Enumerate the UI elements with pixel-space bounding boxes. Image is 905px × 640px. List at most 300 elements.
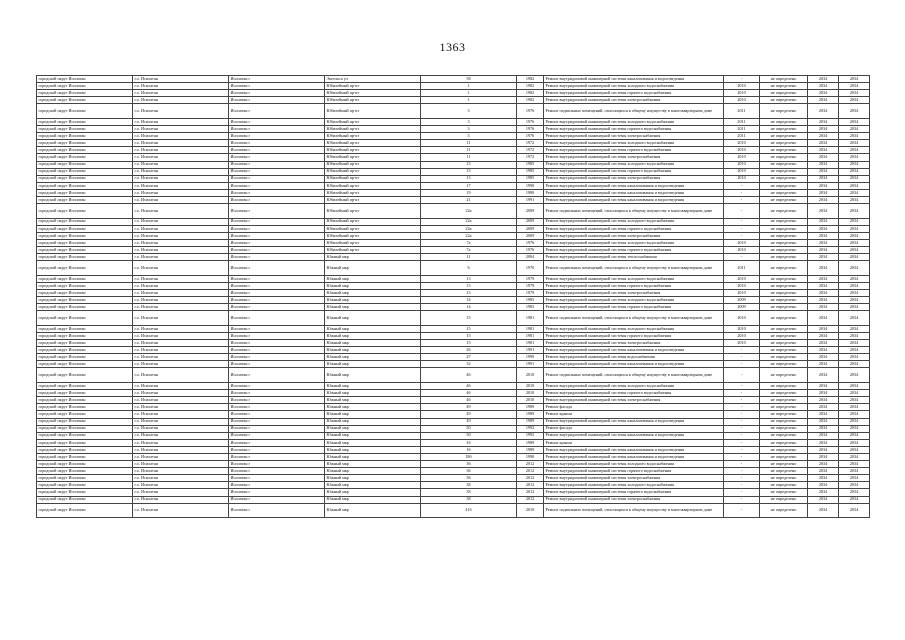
municipality-cell: городской округ Исилатан bbox=[37, 340, 133, 347]
house-cell: 15 bbox=[421, 325, 517, 332]
plan-note-cell: не определено bbox=[760, 90, 808, 97]
municipality-cell: городской округ Исилатан bbox=[37, 325, 133, 332]
table-row bbox=[37, 140, 870, 147]
locality-cell: Исилатан г bbox=[229, 411, 325, 418]
street-cell: Южный мкр bbox=[325, 418, 421, 425]
work-cell: Ремонт внутридомовой инженерной системы электроснабжения bbox=[544, 340, 724, 347]
period-start-cell: 2034 bbox=[808, 118, 839, 125]
period-start-cell: 2034 bbox=[808, 83, 839, 90]
work-cell: Ремонт внутридомовой инженерной системы канализования и водоотведения bbox=[544, 347, 724, 354]
year-cell: 1982 bbox=[517, 90, 544, 97]
settlement-cell: г.о. Исилатан bbox=[133, 454, 229, 461]
register-body bbox=[37, 76, 870, 518]
period-start-cell: 2034 bbox=[808, 446, 839, 453]
plan-note-cell: не определено bbox=[760, 489, 808, 496]
table-row bbox=[37, 361, 870, 368]
year-cell: 2012 bbox=[517, 489, 544, 496]
settlement-cell: г.о. Исилатан bbox=[133, 275, 229, 282]
work-cell: Ремонт фасада bbox=[544, 404, 724, 411]
street-cell: Юбилейный пр-кт bbox=[325, 168, 421, 175]
street-cell: Южный мкр bbox=[325, 311, 421, 326]
house-cell: 58 bbox=[421, 76, 517, 83]
status-cell: - bbox=[724, 439, 760, 446]
period-start-cell: 2034 bbox=[808, 297, 839, 304]
settlement-cell: г.о. Исилатан bbox=[133, 325, 229, 332]
work-cell: Ремонт подвальных помещений, относящихся к общему имуществу в многоквартирном доме bbox=[544, 503, 724, 518]
status-cell: - bbox=[724, 461, 760, 468]
year-cell: 2004 bbox=[517, 254, 544, 261]
work-cell: Ремонт внутридомовой инженерной системы холодного водоснабжения bbox=[544, 118, 724, 125]
table-row bbox=[37, 333, 870, 340]
table-row bbox=[37, 175, 870, 182]
house-cell: 46 bbox=[421, 383, 517, 390]
period-start-cell: 2034 bbox=[808, 383, 839, 390]
period-end-cell: 2034 bbox=[839, 354, 870, 361]
house-cell: 15 bbox=[421, 333, 517, 340]
year-cell: 1999 bbox=[517, 354, 544, 361]
plan-note-cell: не определено bbox=[760, 411, 808, 418]
municipality-cell: городской округ Исилатан bbox=[37, 161, 133, 168]
work-cell: Ремонт внутридомовой инженерной системы электроснабжения bbox=[544, 290, 724, 297]
municipality-cell: городской округ Исилатан bbox=[37, 397, 133, 404]
table-row bbox=[37, 261, 870, 276]
status-cell: - bbox=[724, 197, 760, 204]
settlement-cell: г.о. Исилатан bbox=[133, 468, 229, 475]
house-cell: 46 bbox=[421, 368, 517, 383]
work-cell: Ремонт внутридомовой инженерной системы холодного водоснабжения bbox=[544, 325, 724, 332]
period-end-cell: 2034 bbox=[839, 304, 870, 311]
plan-note-cell: не определено bbox=[760, 503, 808, 518]
work-cell: Ремонт фасада bbox=[544, 425, 724, 432]
locality-cell: Исилатан г bbox=[229, 496, 325, 503]
locality-cell: Исилатан г bbox=[229, 261, 325, 276]
settlement-cell: г.о. Исилатан bbox=[133, 97, 229, 104]
status-cell: - bbox=[724, 404, 760, 411]
year-cell: 2010 bbox=[517, 368, 544, 383]
work-cell: Ремонт внутридомовой инженерной системы горячего водоснабжения bbox=[544, 333, 724, 340]
locality-cell: Исилатан г bbox=[229, 304, 325, 311]
settlement-cell: г.о. Исилатан bbox=[133, 461, 229, 468]
house-cell: 13 bbox=[421, 175, 517, 182]
table-row bbox=[37, 182, 870, 189]
year-cell: 1991 bbox=[517, 197, 544, 204]
locality-cell: Исилатан г bbox=[229, 446, 325, 453]
settlement-cell: г.о. Исилатан bbox=[133, 333, 229, 340]
period-start-cell: 2034 bbox=[808, 482, 839, 489]
municipality-cell: городской округ Исилатан bbox=[37, 147, 133, 154]
table-row bbox=[37, 390, 870, 397]
house-cell: 13 bbox=[421, 290, 517, 297]
house-cell: 13 bbox=[421, 275, 517, 282]
period-end-cell: 2034 bbox=[839, 282, 870, 289]
period-end-cell: 2034 bbox=[839, 325, 870, 332]
street-cell: Южный мкр bbox=[325, 489, 421, 496]
street-cell: Юбилейный пр-кт bbox=[325, 204, 421, 219]
status-cell: 2010 bbox=[724, 325, 760, 332]
municipality-cell: городской округ Исилатан bbox=[37, 333, 133, 340]
table-row bbox=[37, 197, 870, 204]
plan-note-cell: не определено bbox=[760, 432, 808, 439]
table-row bbox=[37, 404, 870, 411]
plan-note-cell: не определено bbox=[760, 232, 808, 239]
house-cell: 36 bbox=[421, 461, 517, 468]
plan-note-cell: не определено bbox=[760, 425, 808, 432]
locality-cell: Исилатан г bbox=[229, 468, 325, 475]
work-cell: Ремонт внутридомовой инженерной системы водоснабжения bbox=[544, 354, 724, 361]
period-start-cell: 2034 bbox=[808, 225, 839, 232]
municipality-cell: городской округ Исилатан bbox=[37, 154, 133, 161]
period-end-cell: 2034 bbox=[839, 390, 870, 397]
plan-note-cell: не определено bbox=[760, 239, 808, 246]
period-start-cell: 2034 bbox=[808, 204, 839, 219]
locality-cell: Исилатан г bbox=[229, 168, 325, 175]
locality-cell: Исилатан г bbox=[229, 489, 325, 496]
settlement-cell: г.о. Исилатан bbox=[133, 247, 229, 254]
locality-cell: Исилатан г bbox=[229, 218, 325, 225]
house-cell: 22а bbox=[421, 232, 517, 239]
municipality-cell: городской округ Исилатан bbox=[37, 418, 133, 425]
settlement-cell: г.о. Исилатан bbox=[133, 439, 229, 446]
settlement-cell: г.о. Исилатан bbox=[133, 254, 229, 261]
year-cell: 1990 bbox=[517, 189, 544, 196]
house-cell: 13 bbox=[421, 161, 517, 168]
period-start-cell: 2034 bbox=[808, 76, 839, 83]
period-start-cell: 2034 bbox=[808, 239, 839, 246]
settlement-cell: г.о. Исилатан bbox=[133, 304, 229, 311]
locality-cell: Исилатан г bbox=[229, 432, 325, 439]
period-end-cell: 2034 bbox=[839, 489, 870, 496]
settlement-cell: г.о. Исилатан bbox=[133, 290, 229, 297]
status-cell: - bbox=[724, 354, 760, 361]
work-cell: Ремонт подвальных помещений, относящихся к общему имуществу в многоквартирном доме bbox=[544, 368, 724, 383]
plan-note-cell: не определено bbox=[760, 454, 808, 461]
period-end-cell: 2034 bbox=[839, 225, 870, 232]
period-start-cell: 2034 bbox=[808, 461, 839, 468]
street-cell: Юбилейный пр-кт bbox=[325, 218, 421, 225]
plan-note-cell: не определено bbox=[760, 218, 808, 225]
street-cell: Южный мкр bbox=[325, 454, 421, 461]
period-start-cell: 2034 bbox=[808, 147, 839, 154]
locality-cell: Исилатан г bbox=[229, 204, 325, 219]
status-cell: 2010 bbox=[724, 83, 760, 90]
status-cell: - bbox=[724, 347, 760, 354]
table-row bbox=[37, 418, 870, 425]
plan-note-cell: не определено bbox=[760, 354, 808, 361]
locality-cell: Исилатан г bbox=[229, 418, 325, 425]
house-cell: 46 bbox=[421, 390, 517, 397]
settlement-cell: г.о. Исилатан bbox=[133, 425, 229, 432]
house-cell: 1 bbox=[421, 97, 517, 104]
period-start-cell: 2034 bbox=[808, 454, 839, 461]
status-cell: - bbox=[724, 383, 760, 390]
period-start-cell: 2034 bbox=[808, 432, 839, 439]
period-end-cell: 2034 bbox=[839, 83, 870, 90]
table-row bbox=[37, 475, 870, 482]
plan-note-cell: не определено bbox=[760, 397, 808, 404]
municipality-cell: городской округ Исилатан bbox=[37, 347, 133, 354]
house-cell: 3 bbox=[421, 118, 517, 125]
period-end-cell: 2034 bbox=[839, 147, 870, 154]
house-cell: 22а bbox=[421, 204, 517, 219]
status-cell: - bbox=[724, 475, 760, 482]
table-row bbox=[37, 304, 870, 311]
period-start-cell: 2034 bbox=[808, 439, 839, 446]
locality-cell: Исилатан г bbox=[229, 247, 325, 254]
work-cell: Ремонт внутридомовой инженерной системы горячего водоснабжения bbox=[544, 225, 724, 232]
plan-note-cell: не определено bbox=[760, 496, 808, 503]
work-cell: Ремонт внутридомовой инженерной системы электроснабжения bbox=[544, 232, 724, 239]
year-cell: 1972 bbox=[517, 154, 544, 161]
status-cell: - bbox=[724, 189, 760, 196]
locality-cell: Исилатан г bbox=[229, 275, 325, 282]
house-cell: 7а bbox=[421, 247, 517, 254]
locality-cell: Исилатан г bbox=[229, 239, 325, 246]
settlement-cell: г.о. Исилатан bbox=[133, 140, 229, 147]
year-cell: 1972 bbox=[517, 140, 544, 147]
house-cell: 15 bbox=[421, 311, 517, 326]
status-cell: 2010 bbox=[724, 282, 760, 289]
municipality-cell: городской округ Исилатан bbox=[37, 461, 133, 468]
year-cell: 2012 bbox=[517, 468, 544, 475]
table-row bbox=[37, 411, 870, 418]
street-cell: Южный мкр bbox=[325, 304, 421, 311]
status-cell: 2010 bbox=[724, 247, 760, 254]
house-cell: 3 bbox=[421, 126, 517, 133]
work-cell: Ремонт внутридомовой инженерной системы холодного водоснабжения bbox=[544, 83, 724, 90]
period-end-cell: 2034 bbox=[839, 397, 870, 404]
year-cell: 1972 bbox=[517, 147, 544, 154]
page-number: 1363 bbox=[439, 40, 466, 54]
settlement-cell: г.о. Исилатан bbox=[133, 76, 229, 83]
period-end-cell: 2034 bbox=[839, 383, 870, 390]
work-cell: Ремонт внутридомовой инженерной системы холодного водоснабжения bbox=[544, 140, 724, 147]
period-end-cell: 2034 bbox=[839, 333, 870, 340]
municipality-cell: городской округ Исилатан bbox=[37, 390, 133, 397]
year-cell: 1989 bbox=[517, 418, 544, 425]
work-cell: Ремонт внутридомовой инженерной системы канализования и водоотведения bbox=[544, 197, 724, 204]
work-cell: Ремонт внутридомовой инженерной системы горячего водоснабжения bbox=[544, 90, 724, 97]
period-end-cell: 2034 bbox=[839, 140, 870, 147]
settlement-cell: г.о. Исилатан bbox=[133, 475, 229, 482]
settlement-cell: г.о. Исилатан bbox=[133, 225, 229, 232]
period-start-cell: 2034 bbox=[808, 247, 839, 254]
municipality-cell: городской округ Исилатан bbox=[37, 482, 133, 489]
street-cell: Юбилейный пр-кт bbox=[325, 197, 421, 204]
status-cell: - bbox=[724, 503, 760, 518]
house-cell: 6 bbox=[421, 261, 517, 276]
work-cell: Ремонт внутридомовой инженерной системы холодного водоснабжения bbox=[544, 297, 724, 304]
period-start-cell: 2034 bbox=[808, 97, 839, 104]
locality-cell: Исилатан г bbox=[229, 154, 325, 161]
period-start-cell: 2034 bbox=[808, 304, 839, 311]
settlement-cell: г.о. Исилатан bbox=[133, 168, 229, 175]
street-cell: Южный мкр bbox=[325, 254, 421, 261]
house-cell: 49 bbox=[421, 411, 517, 418]
municipality-cell: городской округ Исилатан bbox=[37, 189, 133, 196]
work-cell: Ремонт подвальных помещений, относящихся к общему имуществу в многоквартирном доме bbox=[544, 261, 724, 276]
locality-cell: Исилатан г bbox=[229, 397, 325, 404]
plan-note-cell: не определено bbox=[760, 83, 808, 90]
municipality-cell: городской округ Исилатан bbox=[37, 475, 133, 482]
street-cell: Юбилейный пр-кт bbox=[325, 140, 421, 147]
year-cell: 1983 bbox=[517, 304, 544, 311]
settlement-cell: г.о. Исилатан bbox=[133, 354, 229, 361]
settlement-cell: г.о. Исилатан bbox=[133, 489, 229, 496]
status-cell: - bbox=[724, 446, 760, 453]
table-row bbox=[37, 225, 870, 232]
year-cell: 2012 bbox=[517, 482, 544, 489]
house-cell: 11 bbox=[421, 140, 517, 147]
house-cell: 38 bbox=[421, 482, 517, 489]
street-cell: Южный мкр bbox=[325, 261, 421, 276]
status-cell: - bbox=[724, 418, 760, 425]
municipality-cell: городской округ Исилатан bbox=[37, 468, 133, 475]
work-cell: Ремонт внутридомовой инженерной системы электроснабжения bbox=[544, 496, 724, 503]
municipality-cell: городской округ Исилатан bbox=[37, 168, 133, 175]
house-cell: 21 bbox=[421, 197, 517, 204]
period-start-cell: 2034 bbox=[808, 275, 839, 282]
period-start-cell: 2034 bbox=[808, 390, 839, 397]
street-cell: Южный мкр bbox=[325, 383, 421, 390]
table-row bbox=[37, 275, 870, 282]
locality-cell: Исилатан г bbox=[229, 118, 325, 125]
period-end-cell: 2034 bbox=[839, 411, 870, 418]
period-start-cell: 2034 bbox=[808, 475, 839, 482]
period-start-cell: 2034 bbox=[808, 347, 839, 354]
street-cell: Юбилейный пр-кт bbox=[325, 97, 421, 104]
period-end-cell: 2034 bbox=[839, 503, 870, 518]
municipality-cell: городской округ Исилатан bbox=[37, 104, 133, 119]
status-cell: - bbox=[724, 425, 760, 432]
period-end-cell: 2034 bbox=[839, 461, 870, 468]
table-row bbox=[37, 218, 870, 225]
period-start-cell: 2034 bbox=[808, 218, 839, 225]
status-cell: - bbox=[724, 368, 760, 383]
table-row bbox=[37, 461, 870, 468]
period-start-cell: 2034 bbox=[808, 126, 839, 133]
house-cell: 15 bbox=[421, 340, 517, 347]
year-cell: 2012 bbox=[517, 475, 544, 482]
settlement-cell: г.о. Исилатан bbox=[133, 432, 229, 439]
year-cell: 2009 bbox=[517, 204, 544, 219]
locality-cell: Исилатан г bbox=[229, 383, 325, 390]
street-cell: Южный мкр bbox=[325, 404, 421, 411]
settlement-cell: г.о. Исилатан bbox=[133, 126, 229, 133]
table-row bbox=[37, 168, 870, 175]
plan-note-cell: не определено bbox=[760, 76, 808, 83]
street-cell: Южный мкр bbox=[325, 397, 421, 404]
locality-cell: Исилатан г bbox=[229, 90, 325, 97]
plan-note-cell: не определено bbox=[760, 140, 808, 147]
municipality-cell: городской округ Исилатан bbox=[37, 126, 133, 133]
period-start-cell: 2034 bbox=[808, 397, 839, 404]
year-cell: 1985 bbox=[517, 161, 544, 168]
period-end-cell: 2034 bbox=[839, 161, 870, 168]
status-cell: 2010 bbox=[724, 140, 760, 147]
work-cell: Ремонт внутридомовой инженерной системы электроснабжения bbox=[544, 154, 724, 161]
plan-note-cell: не определено bbox=[760, 189, 808, 196]
house-cell: 49 bbox=[421, 404, 517, 411]
status-cell: - bbox=[724, 496, 760, 503]
work-cell: Ремонт внутридомовой инженерной системы горячего водоснабжения bbox=[544, 126, 724, 133]
house-cell: 50 bbox=[421, 432, 517, 439]
table-row bbox=[37, 297, 870, 304]
work-cell: Ремонт внутридомовой инженерной системы теплоснабжения bbox=[544, 254, 724, 261]
settlement-cell: г.о. Исилатан bbox=[133, 189, 229, 196]
repair-register-table bbox=[36, 75, 870, 518]
house-cell: 14 bbox=[421, 304, 517, 311]
settlement-cell: г.о. Исилатан bbox=[133, 104, 229, 119]
plan-note-cell: не определено bbox=[760, 418, 808, 425]
plan-note-cell: не определено bbox=[760, 461, 808, 468]
work-cell: Ремонт внутридомовой инженерной системы канализования и водоотведения bbox=[544, 76, 724, 83]
work-cell: Ремонт подвальных помещений, относящихся к общему имуществу в многоквартирном доме bbox=[544, 104, 724, 119]
settlement-cell: г.о. Исилатан bbox=[133, 147, 229, 154]
street-cell: Южный мкр bbox=[325, 290, 421, 297]
house-cell: 11 bbox=[421, 254, 517, 261]
table-row bbox=[37, 232, 870, 239]
street-cell: Юбилейный пр-кт bbox=[325, 232, 421, 239]
period-end-cell: 2034 bbox=[839, 432, 870, 439]
work-cell: Ремонт внутридомовой инженерной системы электроснабжения bbox=[544, 397, 724, 404]
table-row bbox=[37, 126, 870, 133]
locality-cell: Исилатан г bbox=[229, 368, 325, 383]
plan-note-cell: не определено bbox=[760, 104, 808, 119]
period-end-cell: 2034 bbox=[839, 189, 870, 196]
year-cell: 1983 bbox=[517, 297, 544, 304]
period-start-cell: 2034 bbox=[808, 361, 839, 368]
year-cell: 1991 bbox=[517, 347, 544, 354]
street-cell: Южный мкр bbox=[325, 468, 421, 475]
period-end-cell: 2034 bbox=[839, 261, 870, 276]
municipality-cell: городской округ Исилатан bbox=[37, 133, 133, 140]
plan-note-cell: не определено bbox=[760, 290, 808, 297]
plan-note-cell: не определено bbox=[760, 154, 808, 161]
year-cell: 1985 bbox=[517, 175, 544, 182]
period-end-cell: 2034 bbox=[839, 239, 870, 246]
house-cell: 7а bbox=[421, 239, 517, 246]
locality-cell: Исилатан г bbox=[229, 197, 325, 204]
plan-note-cell: не определено bbox=[760, 304, 808, 311]
table-row bbox=[37, 397, 870, 404]
table-row bbox=[37, 204, 870, 219]
year-cell: 1990 bbox=[517, 454, 544, 461]
house-cell: 38 bbox=[421, 496, 517, 503]
status-cell: 2010 bbox=[724, 154, 760, 161]
year-cell: 1981 bbox=[517, 325, 544, 332]
locality-cell: Исилатан г bbox=[229, 390, 325, 397]
status-cell: - bbox=[724, 182, 760, 189]
period-start-cell: 2034 bbox=[808, 411, 839, 418]
work-cell: Ремонт внутридомовой инженерной системы канализования и водоотведения bbox=[544, 189, 724, 196]
locality-cell: Исилатан г bbox=[229, 311, 325, 326]
plan-note-cell: не определено bbox=[760, 404, 808, 411]
street-cell: Южный мкр bbox=[325, 439, 421, 446]
period-end-cell: 2034 bbox=[839, 232, 870, 239]
status-cell: - bbox=[724, 432, 760, 439]
settlement-cell: г.о. Исилатан bbox=[133, 232, 229, 239]
table-row bbox=[37, 311, 870, 326]
work-cell: Ремонт внутридомовой инженерной системы канализования и водоотведения bbox=[544, 454, 724, 461]
year-cell: 1981 bbox=[517, 340, 544, 347]
street-cell: Южный мкр bbox=[325, 475, 421, 482]
plan-note-cell: не определено bbox=[760, 311, 808, 326]
street-cell: Юбилейный пр-кт bbox=[325, 239, 421, 246]
locality-cell: Исилатан г bbox=[229, 182, 325, 189]
plan-note-cell: не определено bbox=[760, 468, 808, 475]
year-cell: 1982 bbox=[517, 83, 544, 90]
street-cell: Юбилейный пр-кт bbox=[325, 83, 421, 90]
